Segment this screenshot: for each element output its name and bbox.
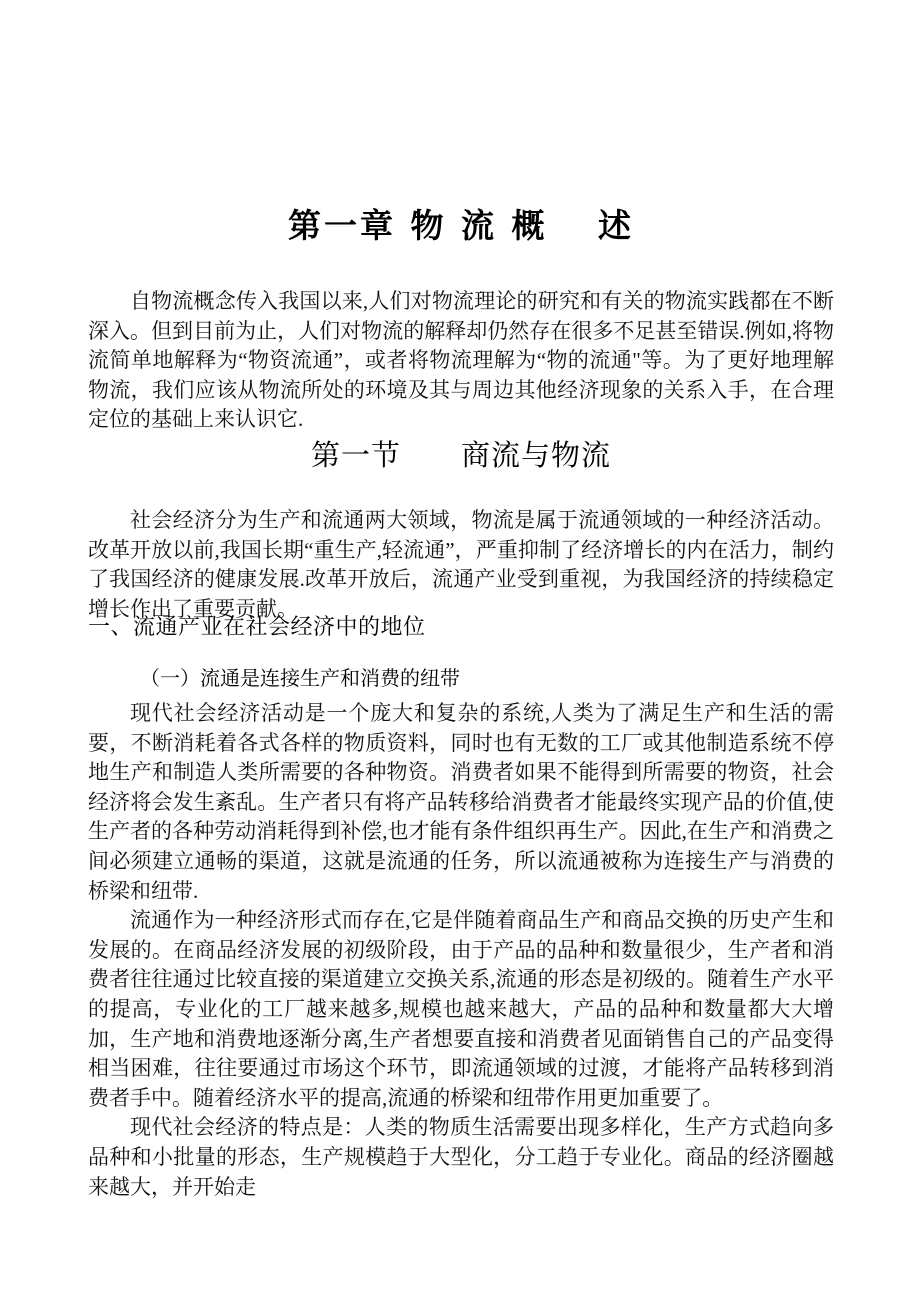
intro-paragraph: 自物流概念传入我国以来,人们对物流理论的研究和有关的物流实践都在不断深入。但到目前为止，人们对物流的解释却仍然存在很多不足甚至错误.例如,将物流简单地解释为“物资流通”，或者将物流理解为“物的流通"等。为了更好地理解物流，我们应该从物流所处的环境及其与周边其他经济现象的关系入手，在合理定位的基础上来认识它. bbox=[88, 289, 834, 432]
intro-block bbox=[88, 287, 834, 435]
body-paragraph: 现代社会经济的特点是：人类的物质生活需要出现多样化，生产方式趋向多品种和小批量的形态，生产规模趋于大型化，分工趋于专业化。商品的经济圈越来越大，并开始走 bbox=[88, 1115, 834, 1199]
chapter-title: 第一章 物 流 概 述 bbox=[288, 206, 634, 245]
body-paragraph: 流通作为一种经济形式而存在,它是伴随着商品生产和商品交换的历史产生和发展的。在商品经济发展的初级阶段，由于产品的品种和数量很少，生产者和消费者往往通过比较直接的渠道建立交换关系,流通的形态是初级的。随着生产水平的提高，专业化的工厂越来越多,规模也越来越大，产品的品种和数量都大大增加，生产地和消费地逐渐分离,生产者想要直接和消费者见面销售自己的产品变得相当困难，往往要通过市场这个环节，即流通领域的过渡，才能将产品转移到消费者手中。随着经济水平的提高,流通的桥梁和纽带作用更加重要了。 bbox=[88, 908, 834, 1110]
body-paragraph: 现代社会经济活动是一个庞大和复杂的系统,人类为了满足生产和生活的需要，不断消耗着各式各样的物质资料，同时也有无数的工厂或其他制造系统不停地生产和制造人类所需要的各种物资。消费者如果不能得到所需要的物资，社会经济将会发生紊乱。生产者只有将产品转移给消费者才能最终实现产品的价值,使生产者的各种劳动消耗得到补偿,也才能有条件组织再生产。因此,在生产和消费之间必须建立通畅的渠道，这就是流通的任务，所以流通被称为连接生产与消费的桥梁和纽带. bbox=[88, 701, 834, 903]
heading-level-1: 一、流通产业在社会经济中的地位 bbox=[88, 615, 426, 640]
heading-level-2: （一）流通是连接生产和消费的纽带 bbox=[140, 666, 460, 690]
section-title: 第一节 商流与物流 bbox=[310, 438, 611, 472]
section-intro-block bbox=[88, 506, 834, 624]
body-block bbox=[88, 699, 834, 1202]
section-paragraph: 社会经济分为生产和流通两大领域，物流是属于流通领域的一种经济活动。改革开放以前,我国长期“重生产,轻流通”，严重抑制了经济增长的内在活力，制约了我国经济的健康发展.改革开放后，流通产业受到重视，为我国经济的持续稳定增长作出了重要贡献。 bbox=[88, 508, 834, 621]
